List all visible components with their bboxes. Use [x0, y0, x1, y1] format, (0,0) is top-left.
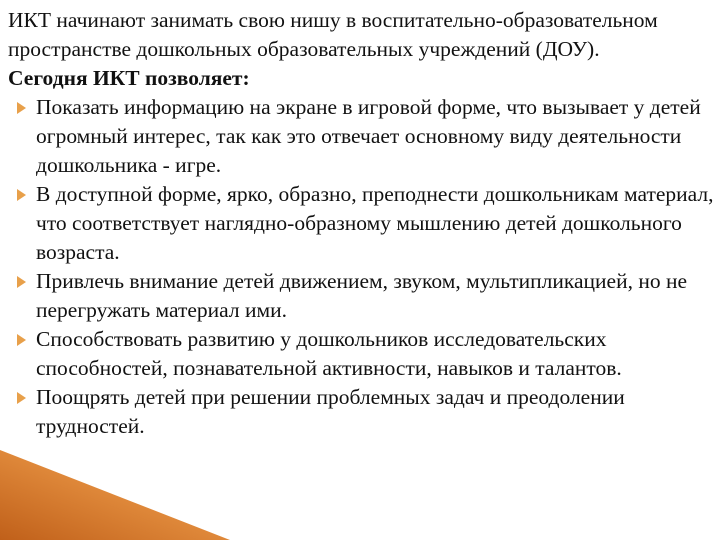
list-item — [8, 180, 714, 267]
list-item — [8, 325, 714, 383]
intro-paragraph: ИКТ начинают занимать свою нишу в воспитательно-образовательном пространстве дошкольных образовательных учреждений (ДОУ). — [8, 8, 658, 61]
list-item — [8, 383, 714, 441]
bullet-text: В доступной форме, ярко, образно, преподнести дошкольникам материал, что соответствует наглядно-образному мышлению детей дошкольного возраста. — [36, 182, 714, 264]
triangle-arrow-icon — [17, 392, 26, 404]
list-item — [8, 267, 714, 325]
triangle-arrow-icon — [17, 189, 26, 201]
triangle-arrow-icon — [17, 334, 26, 346]
bullet-text: Способствовать развитию у дошкольников исследовательских способностей, познавательной активности, навыков и талантов. — [36, 327, 622, 380]
bullet-text: Показать информацию на экране в игровой форме, что вызывает у детей огромный интерес, так как это отвечает основному виду деятельности дошкольника - игре. — [36, 95, 701, 177]
slide-content — [8, 6, 714, 441]
bullet-list — [8, 93, 714, 441]
bullet-text: Поощрять детей при решении проблемных задач и преодолении трудностей. — [36, 385, 625, 438]
bullet-text: Привлечь внимание детей движением, звуком, мультипликацией, но не перегружать материал ими. — [36, 269, 688, 322]
triangle-arrow-icon — [17, 102, 26, 114]
list-item — [8, 93, 714, 180]
triangle-arrow-icon — [17, 276, 26, 288]
orange-corner-decoration — [0, 450, 230, 540]
subheading: Сегодня ИКТ позволяет: — [8, 66, 250, 90]
